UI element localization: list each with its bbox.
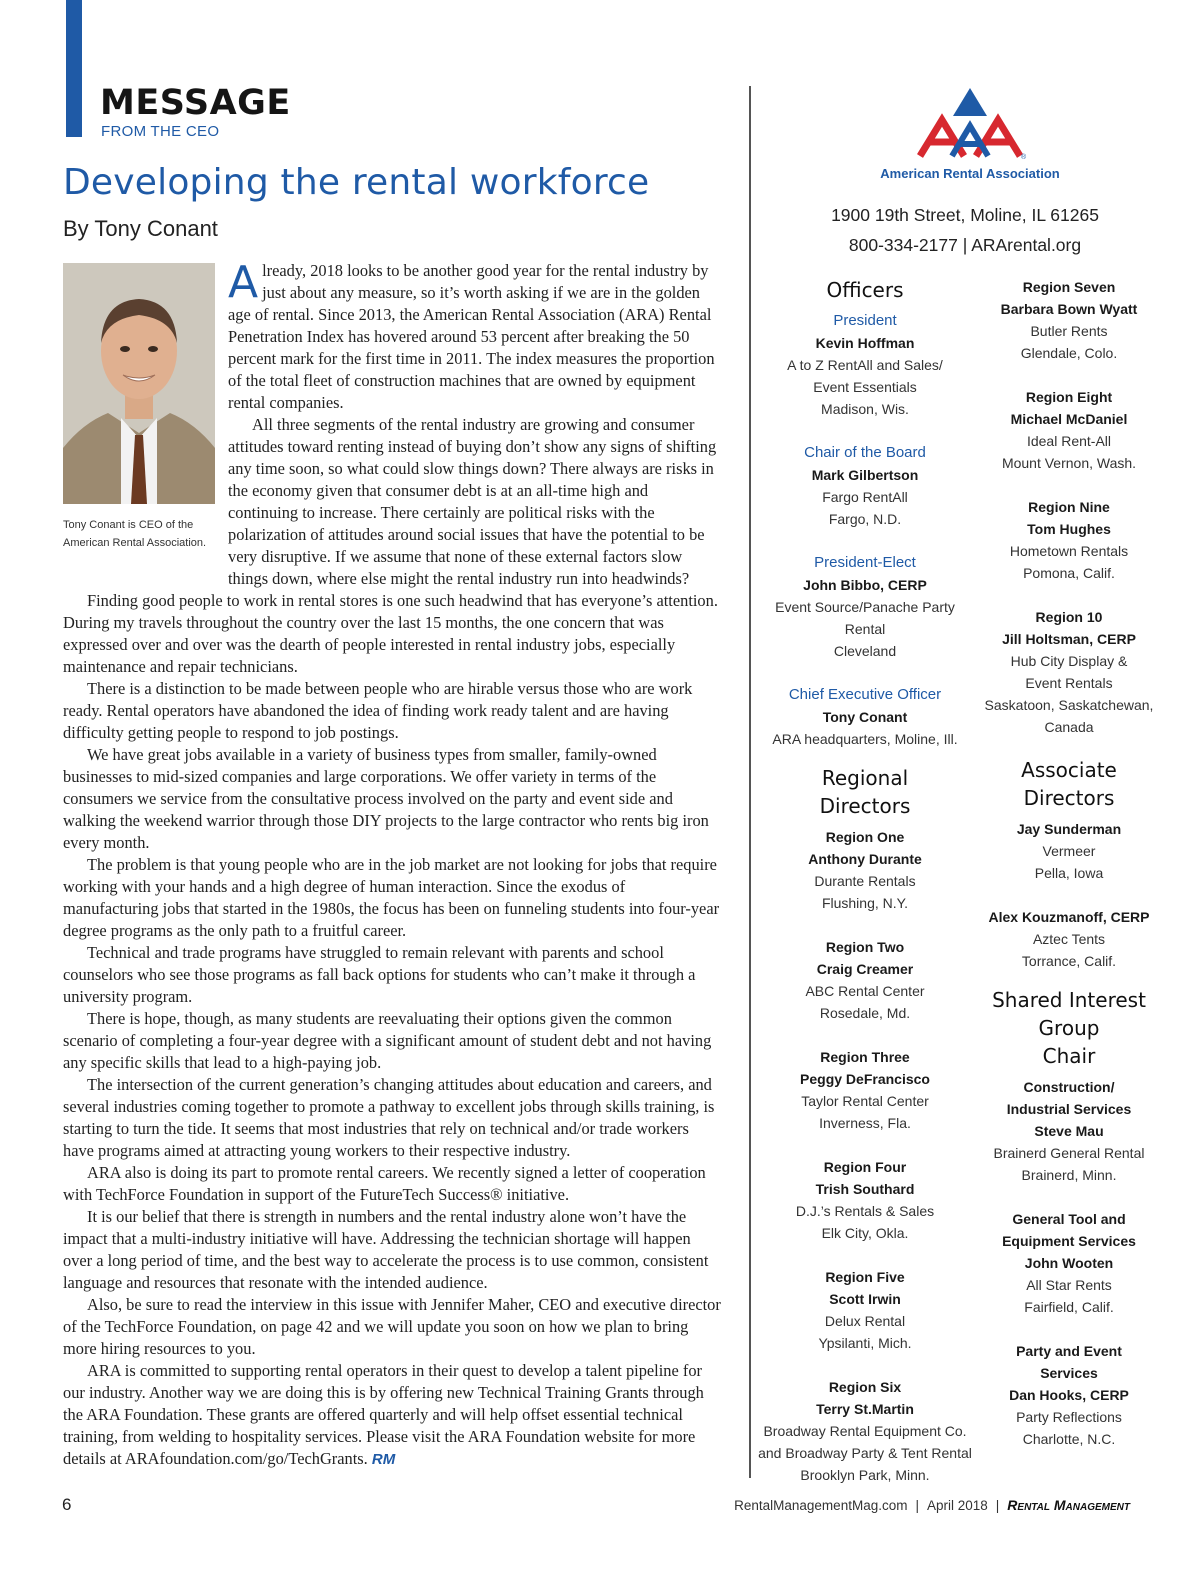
article-paragraph: All three segments of the rental industry are growing and consumer attitudes toward renting instead of buying don’t show any signs of shifting any time soon, so what could slow things down? There always are risks in the economy given that consumer debt is at an all-time high and continuing to increase. There certainly are political risks with the polarization of attitudes around social issues that have the potential to be very disruptive. If we assume that none of these external factors slow things down, where else might the rental industry run into headwinds? xyxy=(228,415,717,588)
section-title: MESSAGE xyxy=(100,83,291,123)
article-paragraph: Finding good people to work in rental stores is one such headwind that has everyone’s attention. During my travels throughout the country over the last 15 months, the one concern that was expressed over and over was the dearth of people interested in rental industry jobs, especially maintenance and repair technicians. xyxy=(63,591,718,676)
region-entry: Region 10 Jill Holtsman, CERP Hub City Display & Event Rentals Saskatoon, Saskatchewan, Canada xyxy=(984,609,1154,735)
end-mark: RM xyxy=(371,1451,396,1468)
section-subtitle: FROM THE CEO xyxy=(101,123,220,140)
article-paragraph: ARA also is doing its part to promote rental careers. We recently signed a letter of cooperation with TechForce Foundation in support of the FutureTech Success® initiative. xyxy=(63,1163,706,1204)
article-paragraph: The intersection of the current generation’s changing attitudes about education and careers, and several industries coming together to promote a pathway to excellent jobs through skills training, is starting to turn the tide. It seems that most industries that rely on technical and/or trade workers have programs aimed at attracting young workers to their respective industry. xyxy=(63,1075,715,1160)
article-paragraph: There is hope, though, as many students are reevaluating their options given the common scenario of completing a four-year degree with a significant amount of student debt and not having any specific skills that lead to a high-paying job. xyxy=(63,1009,712,1072)
drop-cap: A xyxy=(228,257,259,308)
associate-entry: Alex Kouzmanoff, CERP Aztec Tents Torrance, Calif. xyxy=(988,909,1150,969)
officer-entry: President-Elect John Bibbo, CERP Event Source/Panache Party Rental Cleveland xyxy=(775,554,955,659)
region-entry: Region Six Terry St.Martin Broadway Rental Equipment Co. and Broadway Party & Tent Rental Brooklyn Park, Minn. xyxy=(758,1379,972,1483)
byline: By Tony Conant xyxy=(63,216,218,241)
region-entry: Region Four Trish Southard D.J.’s Rentals & Sales Elk City, Okla. xyxy=(795,1159,935,1241)
officers-heading: Officers xyxy=(826,278,904,302)
article-paragraph: We have great jobs available in a variety of business types from smaller, family-owned businesses to mid-sized companies and large corporations. We offer variety in terms of the consumers we service from the consultative process involved on the party and event side and walking the weekend warrior through those DIY projects to the large contractor who rents big iron every month. xyxy=(63,745,709,852)
article-body xyxy=(63,257,721,1471)
photo-caption: Tony Conant is CEO of the American Rental Association. xyxy=(63,519,207,549)
regional-directors-heading: Regional Directors xyxy=(819,766,911,818)
article-paragraph: There is a distinction to be made between people who are hirable versus those who are work ready. Rental operators have abandoned the idea of finding work ready talent and are having difficulty getting people to respond to job postings. xyxy=(63,679,693,742)
article-paragraph: It is our belief that there is strength in numbers and the rental industry alone won’t have the impact that a multi-industry initiative will have. Addressing the technician shortage will happen over a long period of time, and the best way to accelerate the process is to use common, consistent language and resources that resonate with the intended audience. xyxy=(63,1207,709,1292)
footer-brand: Rental Management xyxy=(1007,1497,1130,1513)
ara-logo xyxy=(880,86,1060,186)
directory-right-column xyxy=(972,276,1166,1472)
article-paragraph: Also, be sure to read the interview in this issue with Jennifer Maher, CEO and executive director of the TechForce Foundation, on page 42 and we will update you soon on how we plan to bring more hiring resources to you. xyxy=(63,1295,721,1358)
footer-info: RentalManagementMag.com | April 2018 | Rental Management xyxy=(734,1497,1130,1513)
region-entry: Region Two Craig Creamer ABC Rental Center Rosedale, Md. xyxy=(805,939,925,1021)
website-link[interactable]: ARArental.org xyxy=(971,235,1082,255)
column-divider xyxy=(749,86,751,1478)
logo-registered-mark: ® xyxy=(1021,154,1027,161)
region-entry: Region Three Peggy DeFrancisco Taylor Rental Center Inverness, Fla. xyxy=(800,1049,930,1131)
logo-name: American Rental Association xyxy=(880,166,1060,181)
officer-entry: Chief Executive Officer Tony Conant ARA headquarters, Moline, Ill. xyxy=(772,686,958,747)
region-entry: Region Seven Barbara Bown Wyatt Butler Rents Glendale, Colo. xyxy=(1000,279,1138,361)
associate-entry: Jay Sunderman Vermeer Pella, Iowa xyxy=(1016,821,1122,881)
article-headline: Developing the rental workforce xyxy=(63,162,650,203)
region-entry: Region Eight Michael McDaniel Ideal Rent-All Mount Vernon, Wash. xyxy=(1001,389,1137,471)
shared-interest-group-heading: Shared Interest Group Chair xyxy=(992,988,1146,1068)
sig-chair-entry: Party and Event Services Dan Hooks, CERP Party Reflections Charlotte, N.C. xyxy=(1009,1343,1129,1447)
accent-bar xyxy=(66,0,82,137)
article-paragraph: Already, 2018 looks to be another good year for the rental industry by just about any measure, so it’s worth asking if we are in the golden age of rental. Since 2013, the American Rental Association (ARA) Rental Penetration Index has hovered around 53 percent after breaking the 50 percent mark for the first time in 2011. The index measures the proportion of the total fleet of construction machines that are owned by equipment rental companies. xyxy=(228,257,715,412)
footer-site[interactable]: RentalManagementMag.com xyxy=(734,1498,908,1513)
contact-info xyxy=(760,200,1170,260)
article-paragraph: Technical and trade programs have struggled to remain relevant with parents and school counselors who see those programs as fall back options for students who can’t make it through a university program. xyxy=(63,943,696,1006)
officer-entry: Chair of the Board Mark Gilbertson Fargo RentAll Fargo, N.D. xyxy=(804,444,926,527)
region-entry: Region One Anthony Durante Durante Rentals Flushing, N.Y. xyxy=(808,829,922,911)
article-paragraph: ARA is committed to supporting rental operators in their quest to develop a talent pipeline for our industry. Another way we are doing this is by offering new Technical Training Grants through the ARA Foundation. These grants are offered quarterly and will help offset essential technical training, from welding to hospitality services. Please visit the ARA Foundation website for more details at ARAfoundation.com/go/TechGrants. RM xyxy=(63,1361,704,1468)
sig-chair-entry: Construction/ Industrial Services Steve Mau Brainerd General Rental Brainerd, Minn. xyxy=(993,1079,1145,1183)
address-line: 1900 19th Street, Moline, IL 61265 xyxy=(831,205,1099,225)
region-entry: Region Nine Tom Hughes Hometown Rentals Pomona, Calif. xyxy=(1009,499,1129,581)
contact-line: 800-334-2177 | ARArental.org xyxy=(848,235,1082,255)
article-paragraph: The problem is that young people who are in the job market are not looking for jobs that require working with your hands and a high degree of human interaction. Since the exodus of manufacturing jobs that started in the 1980s, the focus has been on funneling students into four-year degree programs as the only path to a fruitful career. xyxy=(63,855,720,940)
associate-directors-heading: Associate Directors xyxy=(1021,758,1117,810)
directory-left-column xyxy=(757,276,973,1508)
footer-issue: April 2018 xyxy=(926,1498,988,1513)
logo-letters xyxy=(1050,86,1051,87)
page-number: 6 xyxy=(62,1495,72,1514)
officer-entry: President Kevin Hoffman A to Z RentAll and Sales/ Event Essentials Madison, Wis. xyxy=(787,312,943,417)
region-entry: Region Five Scott Irwin Delux Rental Ypsilanti, Mich. xyxy=(818,1269,912,1351)
photo-space xyxy=(63,260,228,577)
sig-chair-entry: General Tool and Equipment Services John Wooten All Star Rents Fairfield, Calif. xyxy=(1002,1211,1136,1315)
